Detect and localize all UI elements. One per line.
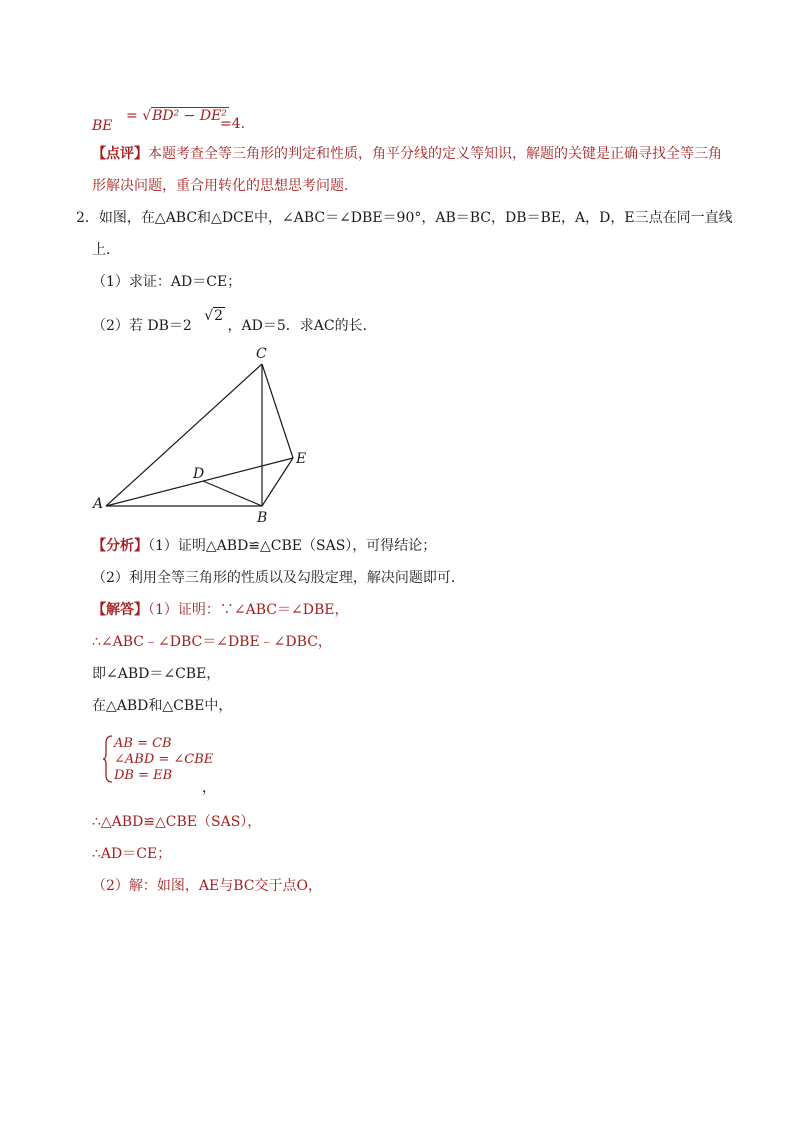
analysis-text-1: （1）证明△ABD≌△CBE（SAS），可得结论； [148,538,437,554]
problem-text-1: 如图，在△ABC和△DCE中，∠ABC＝∠DBE＝90°，AB＝BC，DB＝BE，A，D，E三点在同一直线 [98,210,733,226]
problem-line-1 [76,208,733,228]
segment-ce [262,364,293,458]
problem-part-1: （1）求证：AD＝CE； [92,274,242,290]
be-result: =4． [220,116,255,132]
answer-text-1: （1）证明：∵∠ABC＝∠DBE， [148,602,349,618]
be-formula [126,106,229,126]
part2-post: ，AD＝5．求AC的长． [227,318,377,334]
label-e: E [296,451,307,467]
answer-tag: 【解答】 [92,602,148,618]
label-c: C [256,346,267,362]
system-eq-3: DB = EB [114,768,173,783]
sqrt-expression: √BD² − DE² [142,108,227,124]
problem-part-2 [92,308,377,336]
comment-text-1: 本题考查全等三角形的判定和性质，角平分线的定义等知识，解题的关键是正确寻找全等三角 [148,146,722,162]
comment-line-2: 形解决问题，重合用转化的思想思考问题． [92,178,358,194]
system-brace [102,735,114,783]
problem-line-2: 上． [92,242,120,258]
segment-ac [106,364,262,506]
part2-pre: （2）若 DB＝2 [92,318,192,334]
system-eq-2: ∠ABD = ∠CBE [114,752,214,767]
answer-line-2: ∴∠ABC﹣∠DBC＝∠DBE﹣∠DBC， [92,634,332,650]
analysis-line-1 [92,536,436,556]
system-tail: ， [202,780,216,796]
answer-line-3: 即∠ABD＝∠CBE， [92,666,221,682]
geometry-figure [0,340,794,540]
answer-line-6: ∴AD＝CE； [92,846,172,862]
analysis-line-2: （2）利用全等三角形的性质以及勾股定理，解决问题即可． [92,570,465,586]
answer-line-4: 在△ABD和△CBE中， [92,698,233,714]
analysis-tag: 【分析】 [92,538,148,554]
answer-line-1 [92,600,348,620]
problem-number: 2． [76,210,99,226]
part2-sqrt: √2 [204,308,224,324]
answer-line-7: （2）解：如图，AE与BC交于点O， [92,878,322,894]
label-b: B [257,510,268,526]
comment-tag: 【点评】 [92,146,148,162]
label-d: D [193,466,205,482]
label-a: A [93,496,104,512]
comment-line-1 [92,144,722,164]
radicand: BD² − DE² [152,108,227,124]
be-label: BE [92,118,113,134]
answer-line-5: ∴△ABD≌△CBE（SAS）， [92,814,262,830]
segment-db [203,481,262,506]
system-eq-1: AB = CB [114,736,172,751]
eq-sign: = [126,108,138,124]
